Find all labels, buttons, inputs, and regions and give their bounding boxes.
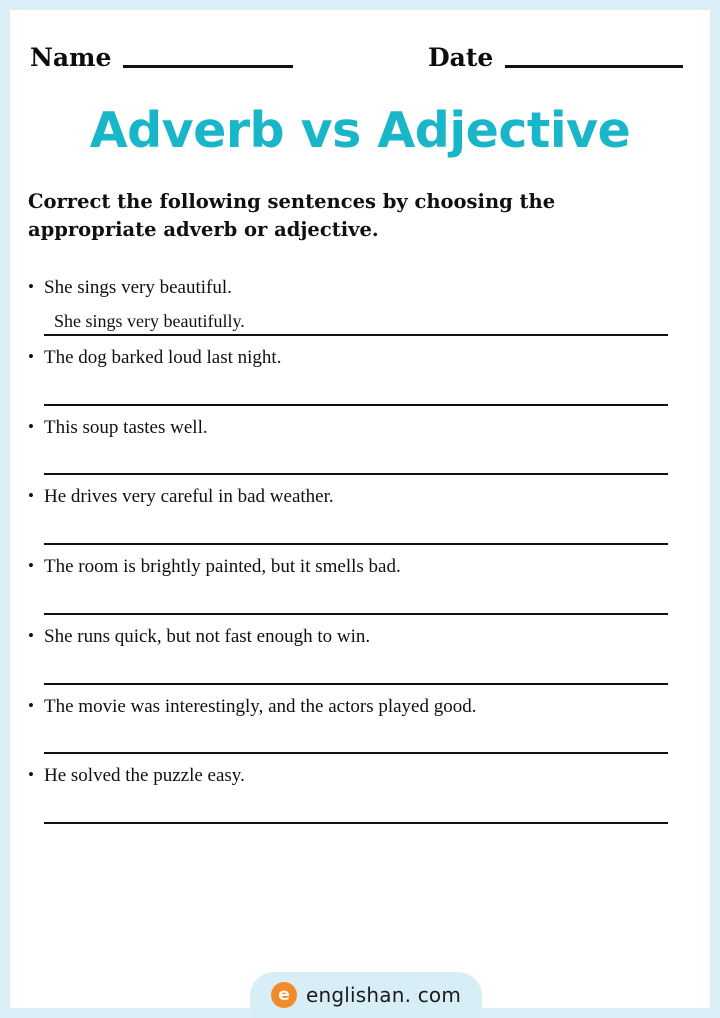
answer-line[interactable]: [44, 445, 668, 475]
list-item: [28, 346, 688, 406]
question-prompt: The room is brightly painted, but it smells bad.: [44, 556, 401, 577]
spacer: [28, 336, 688, 346]
answer-line[interactable]: [44, 515, 668, 545]
page-title: Adverb vs Adjective: [89, 102, 631, 159]
question-prompt-row: [28, 485, 688, 509]
question-prompt-row: [28, 276, 688, 300]
list-item: [28, 485, 688, 545]
englishan-logo-icon: e: [271, 982, 297, 1008]
spacer: [28, 406, 688, 416]
bullet-icon: •: [28, 625, 34, 645]
bullet-icon: •: [28, 416, 34, 436]
name-field-group: [30, 45, 310, 72]
date-input-line[interactable]: [505, 65, 683, 68]
answer-line[interactable]: [44, 585, 668, 615]
question-prompt: The dog barked loud last night.: [44, 346, 282, 368]
bullet-icon: •: [28, 695, 34, 715]
list-item: [28, 625, 688, 685]
bullet-icon: •: [28, 346, 34, 366]
question-prompt: He solved the puzzle easy.: [44, 765, 245, 787]
list-item: [28, 764, 688, 824]
spacer: [28, 545, 688, 555]
answer-line[interactable]: [44, 794, 668, 824]
question-prompt-row: [28, 346, 688, 370]
answer-line[interactable]: [44, 724, 668, 754]
spacer: [28, 475, 688, 485]
bullet-icon: •: [28, 486, 34, 506]
worksheet-page: [10, 10, 710, 1008]
question-prompt: He drives very careful in bad weather.: [44, 486, 334, 508]
brand-name: englishan. com: [305, 983, 462, 1007]
brand-footer: [250, 972, 482, 1018]
answer-line[interactable]: [44, 655, 668, 685]
question-prompt-row: [28, 695, 688, 719]
spacer: [28, 615, 688, 625]
question-prompt: This soup tastes well.: [44, 416, 208, 438]
spacer: [28, 754, 688, 764]
date-field-group: [428, 45, 688, 72]
answer-text: She sings very beautifully.: [54, 310, 245, 331]
question-prompt: She sings very beautiful.: [44, 277, 232, 298]
question-prompt-row: [28, 764, 688, 788]
list-item: [28, 276, 688, 336]
question-prompt-row: [28, 416, 688, 440]
answer-line[interactable]: [44, 376, 668, 406]
name-label: Name: [30, 43, 112, 72]
list-item: [28, 555, 688, 615]
question-prompt-row: [28, 625, 688, 649]
worksheet-header: [10, 28, 710, 72]
instructions-text: Correct the following sentences by choosing the appropriate adverb or adjective.: [28, 190, 556, 242]
list-item: [28, 695, 688, 755]
date-label: Date: [428, 43, 494, 72]
list-item: [28, 416, 688, 476]
question-list: [28, 276, 688, 824]
bullet-icon: •: [28, 556, 34, 575]
bullet-icon: •: [28, 277, 34, 296]
answer-line[interactable]: [44, 306, 668, 336]
question-prompt: The movie was interestingly, and the actors played good.: [44, 695, 477, 717]
question-prompt: She runs quick, but not fast enough to win.: [44, 625, 371, 647]
question-prompt-row: [28, 555, 688, 579]
spacer: [28, 685, 688, 695]
bullet-icon: •: [28, 765, 34, 785]
name-input-line[interactable]: [123, 65, 293, 68]
